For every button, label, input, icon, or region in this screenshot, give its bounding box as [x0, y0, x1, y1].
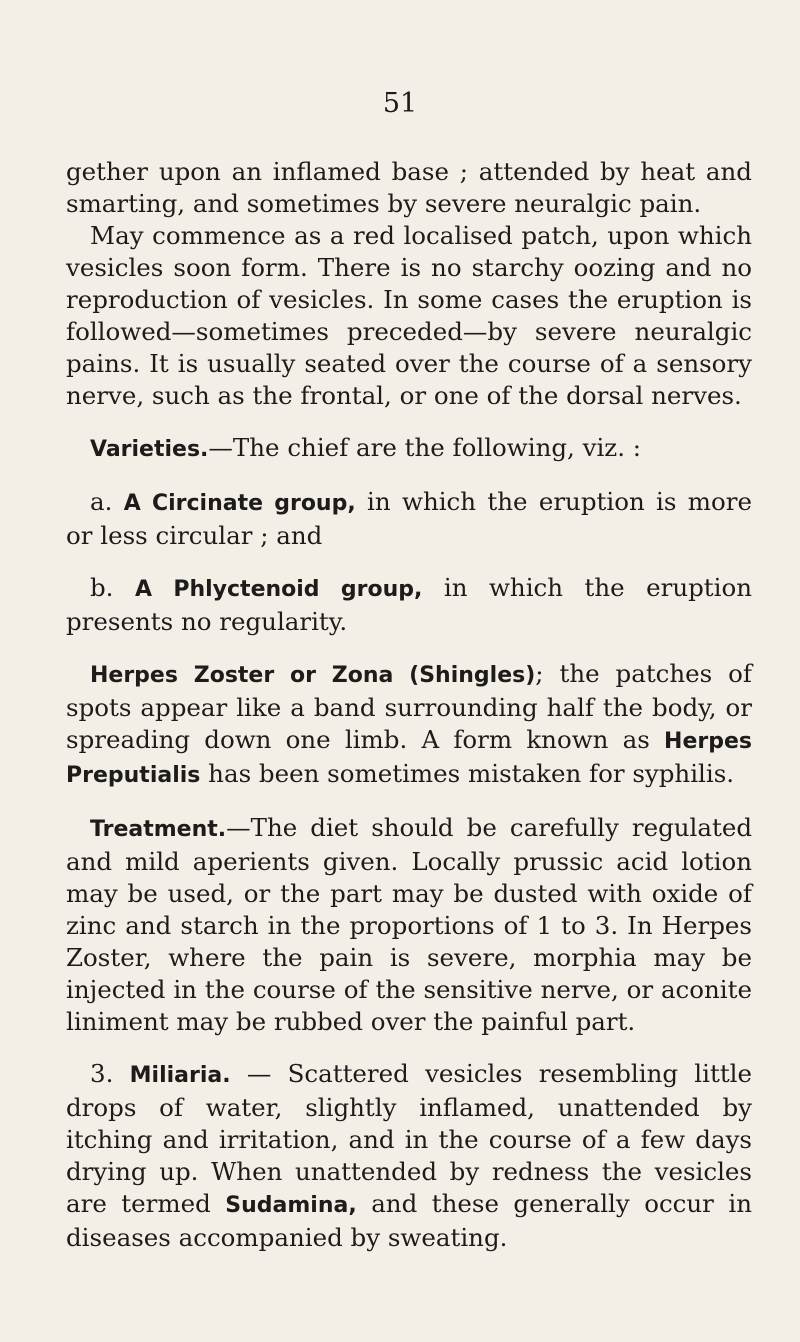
item-heading: A Phlyctenoid group, [134, 577, 423, 602]
sudamina-heading: Sudamina, [225, 1193, 357, 1218]
varieties-heading: Varieties. [90, 437, 209, 462]
item-text: in which the eruption presents no regularity. [66, 573, 752, 636]
page-number: 51 [382, 88, 418, 119]
paragraph-miliaria [66, 1058, 752, 1254]
treatment-text: —The diet should be carefully regulated and mild aperients given. Locally prussic acid lotion may be used, or the part may be dusted with oxide of zinc and starch in the proportions of 1 to 3. In Herpes Zoster, where the pain is severe, morphia may be injected in the course of the sensitive nerve, or aconite liniment may be rubbed over the painful part. [66, 813, 752, 1036]
miliaria-text: — Scattered vesicles resembling little drops of water, slightly inflamed, unattended by itching and irritation, and in the course of a few days drying up. When unattended by redness the vesicles are termed [66, 1059, 752, 1218]
herpes-text: has been sometimes mistaken for syphilis. [200, 759, 735, 788]
paragraph-text: gether upon an inflamed base ; attended by heat and smarting, and sometimes by severe neuralgic pain. [66, 157, 752, 218]
miliaria-text: and these generally occur in diseases accompanied by sweating. [66, 1189, 752, 1252]
miliaria-heading: Miliaria. [129, 1063, 231, 1088]
paragraph-varieties [66, 432, 752, 466]
treatment-heading: Treatment. [90, 817, 227, 842]
varieties-text: —The chief are the following, viz. : [208, 433, 642, 462]
item-letter: a. [90, 487, 113, 516]
paragraph-continuation [66, 156, 752, 220]
page-body [66, 156, 752, 1254]
herpes-heading: Herpes Zoster or Zona (Shingles) [90, 663, 536, 688]
paragraph-treatment [66, 812, 752, 1038]
herpes-preputialis-heading: Herpes Preputialis [66, 729, 752, 788]
list-item-a [66, 486, 752, 552]
paragraph-herpes-zoster [66, 658, 752, 792]
section-number: 3. [90, 1059, 114, 1088]
paragraph-text: May commence as a red localised patch, upon which vesicles soon form. There is no starchy oozing and no reproduction of vesicles. In some cases the eruption is followed—sometimes preceded—by severe neuralgic pains. It is usually seated over the course of a sensory nerve, such as the frontal, or one of the dorsal nerves. [66, 221, 752, 410]
item-heading: A Circinate group, [123, 491, 356, 516]
list-item-b [66, 572, 752, 638]
item-text: in which the eruption is more or less circular ; and [66, 487, 752, 550]
paragraph-description [66, 220, 752, 412]
herpes-text: ; the patches of spots appear like a band surrounding half the body, or spreading down one limb. A form known as [66, 659, 752, 754]
item-letter: b. [90, 573, 114, 602]
